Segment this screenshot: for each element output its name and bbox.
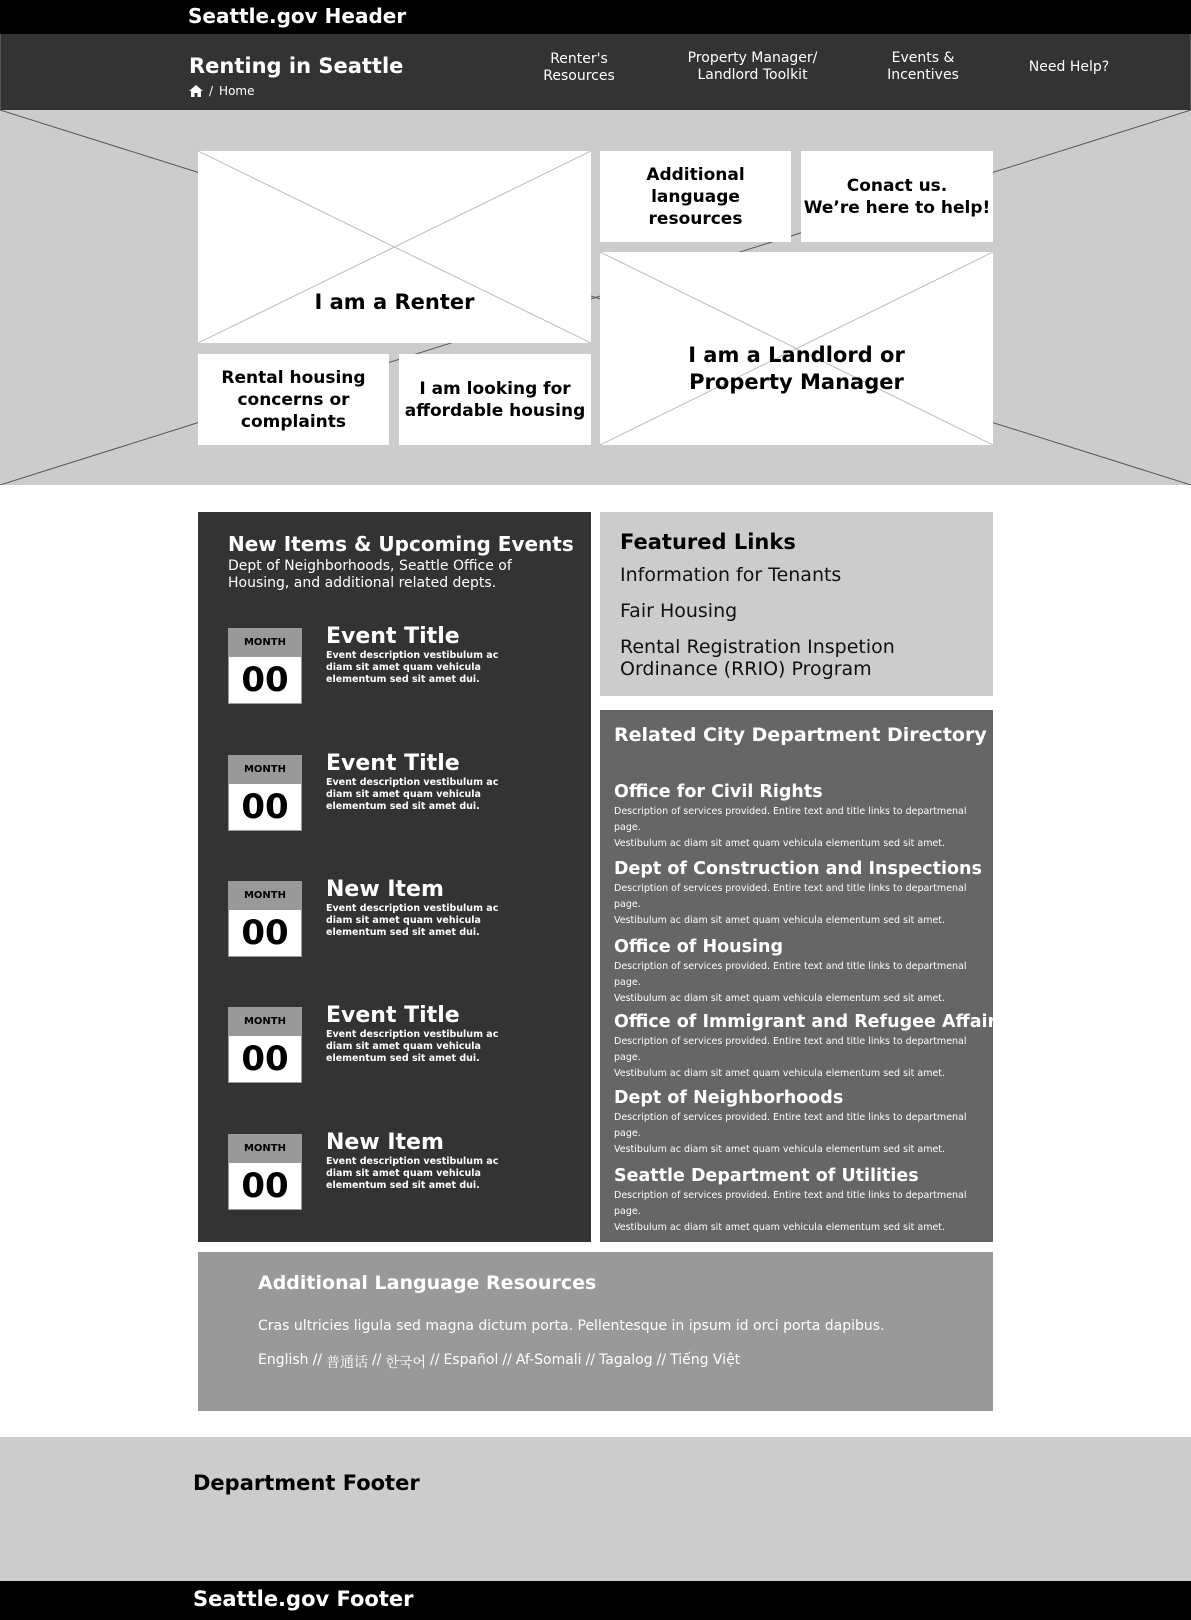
directory-item[interactable] [614, 859, 984, 929]
featured-link-fair-housing[interactable]: Fair Housing [620, 600, 738, 622]
language-link-korean[interactable]: 한국어 [385, 1355, 427, 1371]
directory-item-name[interactable]: Seattle Department of Utilities [614, 1166, 919, 1186]
tile-renter-label: I am a Renter [314, 290, 475, 314]
directory-item-description: Description of services provided. Entire text and title links to departmenal page. Vestibulum ac diam sit amet quam vehicula elementum sed sit amet. [614, 883, 967, 926]
event-item[interactable] [228, 1130, 568, 1210]
featured-links-panel [600, 512, 993, 696]
language-link-mandarin[interactable]: 普通话 [326, 1355, 368, 1371]
global-header-title[interactable]: Seattle.gov Header [188, 4, 407, 28]
breadcrumb [189, 84, 254, 98]
event-description: Event description vestibulum ac diam sit amet quam vehicula elementum sed sit amet dui. [326, 1029, 499, 1064]
directory-item[interactable] [614, 937, 984, 1007]
event-item[interactable] [228, 751, 568, 831]
tile-i-am-a-renter[interactable] [198, 151, 591, 343]
featured-links-title: Featured Links [620, 530, 796, 554]
hero-banner [0, 110, 1191, 485]
calendar-icon: MONTH 00 [228, 755, 302, 831]
directory-item-name[interactable]: Dept of Construction and Inspections [614, 859, 982, 879]
department-footer-title: Department Footer [193, 1471, 420, 1495]
language-link-spanish[interactable]: Español [443, 1352, 499, 1368]
site-title[interactable]: Renting in Seattle [189, 54, 404, 78]
language-resources-description: Cras ultricies ligula sed magna dictum porta. Pellentesque in ipsum id orci porta dapibus. [258, 1318, 885, 1334]
department-nav-bar [0, 34, 1191, 110]
language-list: English // 普通话 // 한국어 // Español // Af-Somali // Tagalog // Tiếng Việt [258, 1352, 741, 1371]
calendar-icon: MONTH 00 [228, 628, 302, 704]
global-footer [0, 1581, 1191, 1620]
language-resources-panel [198, 1252, 993, 1411]
directory-item-description: Description of services provided. Entire text and title links to departmenal page. Vestibulum ac diam sit amet quam vehicula elementum sed sit amet. [614, 961, 967, 1004]
event-description: Event description vestibulum ac diam sit amet quam vehicula elementum sed sit amet dui. [326, 1156, 499, 1191]
home-icon[interactable] [189, 85, 203, 97]
events-subtitle: Dept of Neighborhoods, Seattle Office of Housing, and additional related depts. [228, 558, 512, 591]
tile-additional-language[interactable]: Additional language resources [600, 151, 791, 242]
calendar-icon: MONTH 00 [228, 1007, 302, 1083]
directory-item[interactable] [614, 1166, 984, 1236]
nav-renters-resources[interactable]: Renter's Resources [543, 51, 615, 84]
tile-i-am-a-landlord[interactable]: I am a Landlord or Property Manager [600, 252, 993, 445]
calendar-icon: MONTH 00 [228, 881, 302, 957]
language-link-somali[interactable]: Af-Somali [515, 1352, 582, 1368]
directory-item-description: Description of services provided. Entire text and title links to departmenal page. Vestibulum ac diam sit amet quam vehicula elementum sed sit amet. [614, 1190, 967, 1233]
directory-item-name[interactable]: Office of Housing [614, 937, 783, 957]
event-description: Event description vestibulum ac diam sit amet quam vehicula elementum sed sit amet dui. [326, 650, 499, 685]
directory-item-description: Description of services provided. Entire text and title links to departmenal page. Vestibulum ac diam sit amet quam vehicula elementum sed sit amet. [614, 1112, 967, 1155]
event-title[interactable]: Event Title [326, 1003, 460, 1028]
directory-item-name[interactable]: Office for Civil Rights [614, 782, 823, 802]
nav-events-incentives[interactable]: Events & Incentives [887, 50, 959, 83]
directory-item-name[interactable]: Office of Immigrant and Refugee Affairs [614, 1012, 1007, 1032]
global-footer-title: Seattle.gov Footer [193, 1587, 414, 1611]
event-title[interactable]: New Item [326, 1130, 444, 1155]
event-item[interactable] [228, 1003, 568, 1083]
event-description: Event description vestibulum ac diam sit amet quam vehicula elementum sed sit amet dui. [326, 903, 499, 938]
directory-item-description: Description of services provided. Entire text and title links to departmenal page. Vestibulum ac diam sit amet quam vehicula elementum sed sit amet. [614, 806, 967, 849]
event-item[interactable] [228, 877, 568, 957]
language-resources-title: Additional Language Resources [258, 1272, 597, 1294]
calendar-icon: MONTH 00 [228, 1134, 302, 1210]
language-link-english[interactable]: English [258, 1352, 309, 1368]
global-header [0, 0, 1191, 34]
nav-landlord-toolkit[interactable]: Property Manager/ Landlord Toolkit [687, 50, 818, 83]
featured-link-rrio[interactable]: Rental Registration Inspetion Ordinance (RRIO) Program [620, 636, 895, 680]
directory-item[interactable] [614, 1088, 984, 1158]
nav-need-help[interactable]: Need Help? [1028, 59, 1110, 75]
breadcrumb-current: Home [219, 84, 255, 98]
directory-item[interactable] [614, 1012, 1007, 1082]
events-panel [198, 512, 591, 1242]
event-title[interactable]: New Item [326, 877, 444, 902]
event-item[interactable] [228, 624, 568, 704]
events-title: New Items & Upcoming Events [228, 532, 574, 556]
event-title[interactable]: Event Title [326, 624, 460, 649]
tile-rental-complaints[interactable]: Rental housing concerns or complaints [198, 354, 389, 445]
language-link-tagalog[interactable]: Tagalog [599, 1352, 653, 1368]
breadcrumb-separator: / [209, 84, 214, 98]
featured-link-tenants[interactable]: Information for Tenants [620, 564, 842, 586]
directory-item[interactable] [614, 782, 984, 852]
event-description: Event description vestibulum ac diam sit amet quam vehicula elementum sed sit amet dui. [326, 777, 499, 812]
tile-affordable-housing[interactable]: I am looking for affordable housing [399, 354, 591, 445]
hero-image-placeholder [0, 110, 1191, 485]
directory-title: Related City Department Directory [614, 724, 987, 746]
department-footer [0, 1437, 1191, 1581]
tile-contact-us[interactable]: Conact us. We’re here to help! [801, 151, 993, 242]
directory-item-name[interactable]: Dept of Neighborhoods [614, 1088, 844, 1108]
image-placeholder-icon [198, 151, 591, 343]
event-title[interactable]: Event Title [326, 751, 460, 776]
directory-item-description: Description of services provided. Entire text and title links to departmenal page. Vestibulum ac diam sit amet quam vehicula elementum sed sit amet. [614, 1036, 967, 1079]
department-directory-panel [600, 710, 1007, 1242]
language-link-vietnamese[interactable]: Tiếng Việt [670, 1352, 741, 1368]
